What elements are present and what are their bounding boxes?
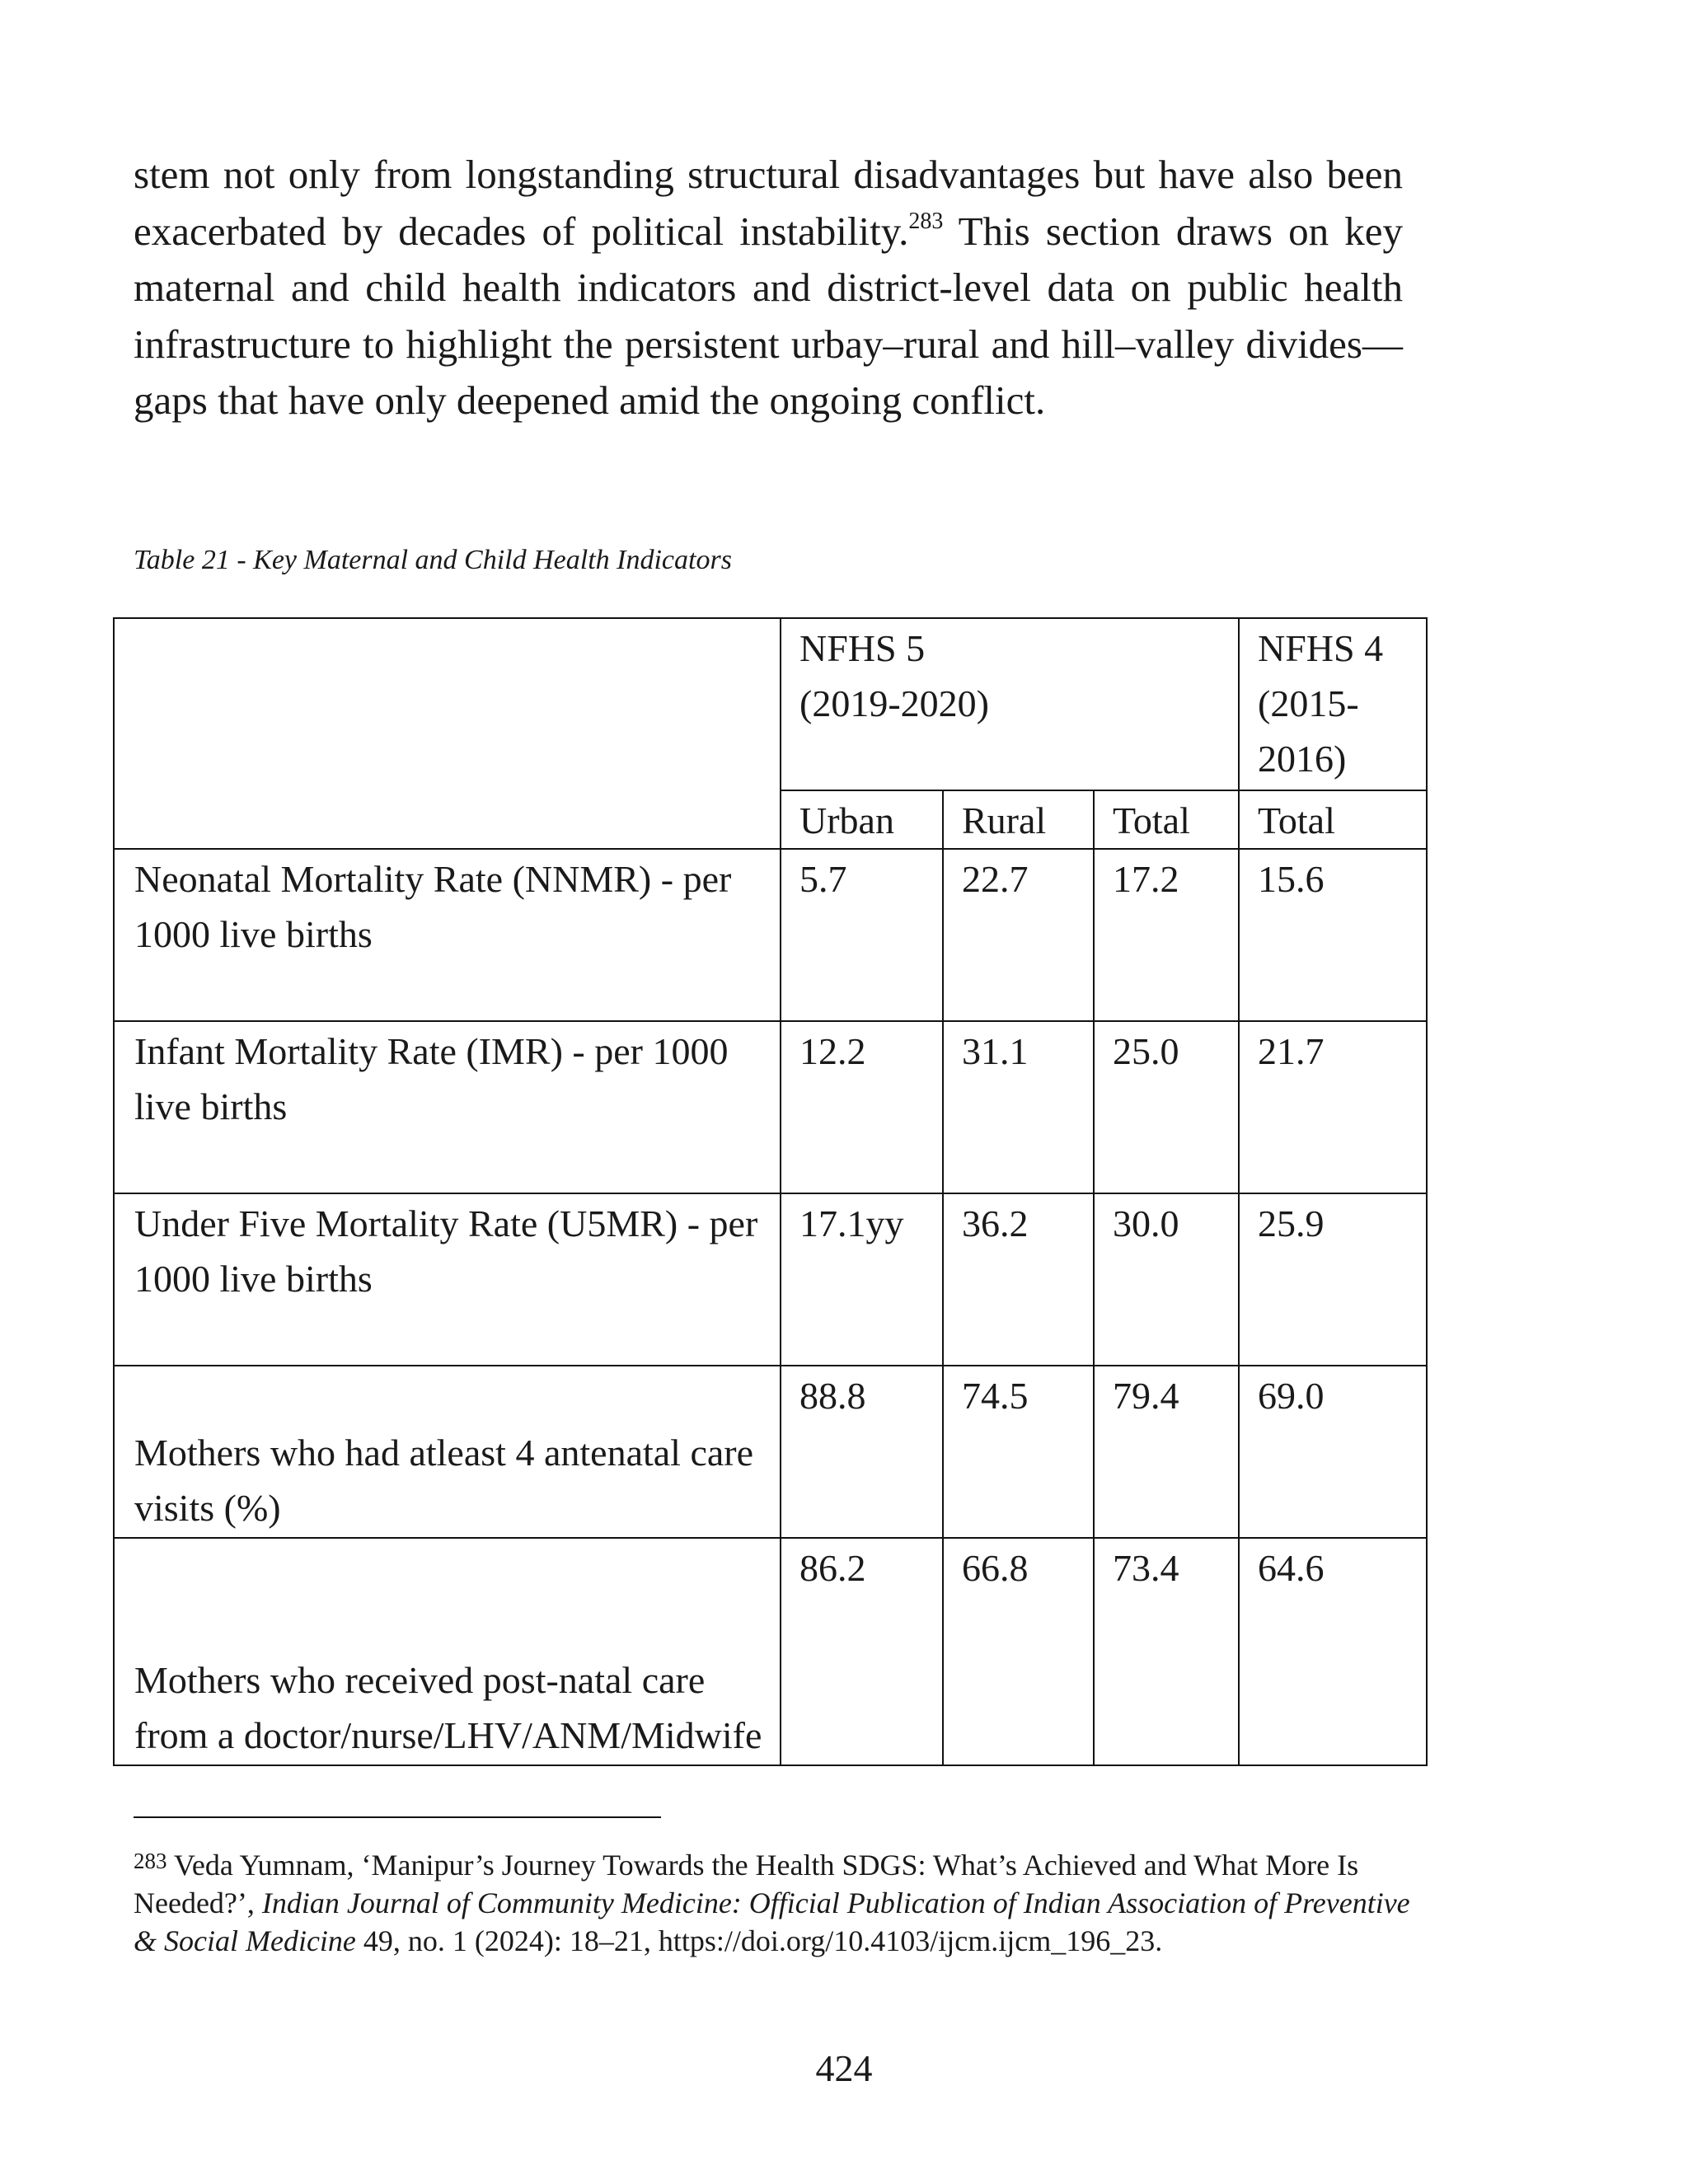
cell-u5mr-nfhs4-total: 25.9 (1239, 1193, 1427, 1366)
table-row (114, 1021, 1427, 1193)
row-label-anc-visits: Mothers who had atleast 4 antenatal care visits (%) (114, 1366, 781, 1538)
nfhs4-title: NFHS 4 (1258, 627, 1384, 669)
cell-anc-rural: 74.5 (943, 1366, 1094, 1538)
cell-nnmr-total: 17.2 (1094, 849, 1239, 1021)
cell-anc-urban: 88.8 (781, 1366, 943, 1538)
table-caption: Table 21 - Key Maternal and Child Health Indicators (134, 545, 732, 575)
row-label-u5mr: Under Five Mortality Rate (U5MR) - per 1000 live births (114, 1193, 781, 1366)
cell-pnc-rural: 66.8 (943, 1538, 1094, 1765)
cell-nnmr-rural: 22.7 (943, 849, 1094, 1021)
nfhs4-years-start: (2015- (1258, 682, 1359, 724)
nfhs5-header (781, 618, 1239, 790)
cell-imr-nfhs4-total: 21.7 (1239, 1021, 1427, 1193)
table-row (114, 1366, 1427, 1538)
cell-imr-total: 25.0 (1094, 1021, 1239, 1193)
cell-u5mr-urban: 17.1yy (781, 1193, 943, 1366)
footnote-number: 283 (134, 1849, 167, 1873)
column-header-rural: Rural (943, 790, 1094, 849)
body-text-part-1: stem not only from longstanding structural disadvantages but have also been exacerbated by decades of political instability. (134, 152, 1403, 254)
cell-anc-nfhs4-total: 69.0 (1239, 1366, 1427, 1538)
nfhs5-title: NFHS 5 (799, 627, 926, 669)
page-number: 424 (815, 2047, 873, 2089)
cell-pnc-urban: 86.2 (781, 1538, 943, 1765)
blank-header-cell (114, 618, 781, 849)
cell-anc-total: 79.4 (1094, 1366, 1239, 1538)
footnote (134, 1842, 1419, 1960)
cell-pnc-nfhs4-total: 64.6 (1239, 1538, 1427, 1765)
footnote-reference[interactable]: 283 (908, 208, 944, 234)
cell-pnc-total: 73.4 (1094, 1538, 1239, 1765)
table-row (114, 849, 1427, 1021)
cell-u5mr-rural: 36.2 (943, 1193, 1094, 1366)
health-indicators-table (113, 617, 1428, 1766)
row-label-nnmr: Neonatal Mortality Rate (NNMR) - per 1000 live births (114, 849, 781, 1021)
row-label-postnatal-care: Mothers who received post-natal care from a doctor/nurse/LHV/ANM/Midwife (114, 1538, 781, 1765)
cell-u5mr-total: 30.0 (1094, 1193, 1239, 1366)
nfhs5-years: (2019-2020) (799, 682, 989, 724)
footnote-journal: Indian Journal of Community Medicine: Official Publication of Indian Association of Preventive & Social Medicine (134, 1886, 1410, 1957)
nfhs4-years-end: 2016) (1258, 738, 1347, 780)
body-paragraph (134, 147, 1403, 429)
table-row (114, 1538, 1427, 1765)
table-row (114, 1193, 1427, 1366)
table-header-row (114, 618, 1427, 790)
column-header-total-nfhs5: Total (1094, 790, 1239, 849)
cell-nnmr-nfhs4-total: 15.6 (1239, 849, 1427, 1021)
column-header-urban: Urban (781, 790, 943, 849)
column-header-total-nfhs4: Total (1239, 790, 1427, 849)
nfhs4-header (1239, 618, 1427, 790)
row-label-imr: Infant Mortality Rate (IMR) - per 1000 live births (114, 1021, 781, 1193)
cell-nnmr-urban: 5.7 (781, 849, 943, 1021)
body-text-part-2: This section draws on key maternal and child health indicators and district-level data on public health infrastructure to highlight the persistent urbay–rural and hill–valley divides—gaps that have only deepened amid the ongoing conflict. (134, 208, 1404, 423)
cell-imr-rural: 31.1 (943, 1021, 1094, 1193)
footnote-divider (134, 1816, 661, 1818)
footnote-author-title: Veda Yumnam, ‘Manipur’s Journey Towards the Health SDGS: What’s Achieved and What More Is Needed?’, (134, 1849, 1359, 1919)
footnote-citation[interactable]: 49, no. 1 (2024): 18–21, https://doi.org/10.4103/ijcm.ijcm_196_23. (355, 1924, 1163, 1957)
cell-imr-urban: 12.2 (781, 1021, 943, 1193)
